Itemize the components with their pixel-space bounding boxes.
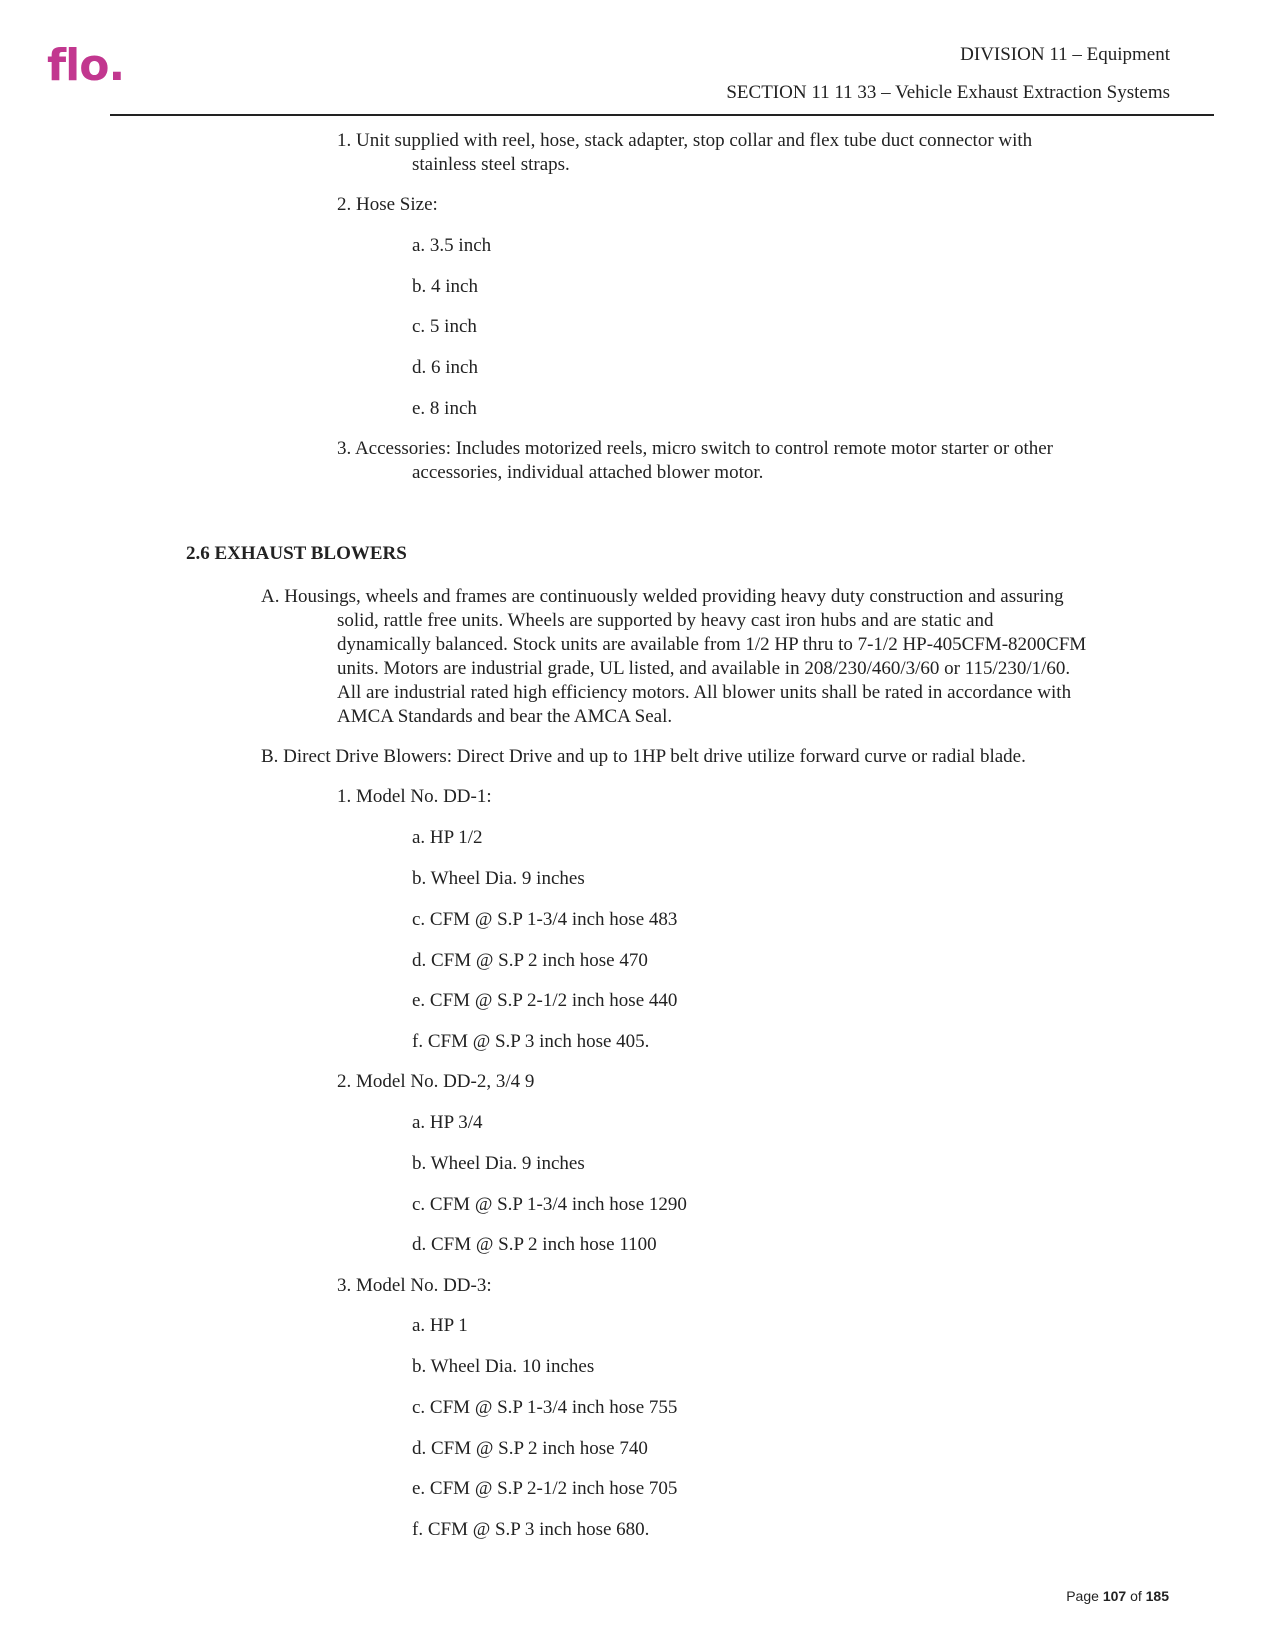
paragraph-a-line: units. Motors are industrial grade, UL listed, and available in 208/230/460/3/60 or 115/230/1/60.: [337, 658, 1071, 679]
model-title: 2. Model No. DD-2, 3/4 9: [337, 1071, 535, 1092]
paragraph-a-line: solid, rattle free units. Wheels are supported by heavy cast iron hubs and are static and: [337, 610, 994, 631]
spec-item: c. CFM @ S.P 1-3/4 inch hose 1290: [412, 1194, 687, 1215]
page-number: [1066, 1588, 1169, 1604]
spec-item: b. Wheel Dia. 9 inches: [412, 868, 585, 889]
list-item-cont: accessories, individual attached blower motor.: [412, 462, 764, 483]
paragraph-a-line: dynamically balanced. Stock units are available from 1/2 HP thru to 7-1/2 HP-405CFM-8200CFM: [337, 634, 1087, 655]
model-title: 1. Model No. DD-1:: [337, 786, 492, 807]
sub-item: e. 8 inch: [412, 398, 477, 419]
spec-item: f. CFM @ S.P 3 inch hose 405.: [412, 1031, 650, 1052]
paragraph-a-line: AMCA Standards and bear the AMCA Seal.: [337, 706, 673, 727]
spec-item: e. CFM @ S.P 2-1/2 inch hose 440: [412, 990, 678, 1011]
page-total: 185: [1145, 1588, 1169, 1604]
header-rule: [110, 114, 1214, 116]
spec-item: d. CFM @ S.P 2 inch hose 470: [412, 950, 648, 971]
spec-item: b. Wheel Dia. 9 inches: [412, 1153, 585, 1174]
spec-item: a. HP 1/2: [412, 827, 483, 848]
spec-item: c. CFM @ S.P 1-3/4 inch hose 483: [412, 909, 678, 930]
spec-item: b. Wheel Dia. 10 inches: [412, 1356, 595, 1377]
sub-item: c. 5 inch: [412, 316, 477, 337]
page-of-label: of: [1130, 1588, 1142, 1604]
section-heading: 2.6 EXHAUST BLOWERS: [186, 543, 407, 564]
spec-item: a. HP 3/4: [412, 1112, 483, 1133]
page-current: 107: [1102, 1588, 1127, 1604]
paragraph-a-line: All are industrial rated high efficiency motors. All blower units shall be rated in accordance with: [337, 682, 1072, 703]
list-item: 3. Accessories: Includes motorized reels, micro switch to control remote motor starter or other: [337, 438, 1053, 459]
paragraph-b: B. Direct Drive Blowers: Direct Drive and up to 1HP belt drive utilize forward curve or radial blade.: [261, 746, 1026, 767]
sub-item: b. 4 inch: [412, 276, 478, 297]
header-section: SECTION 11 11 33 – Vehicle Exhaust Extraction Systems: [726, 82, 1170, 103]
paragraph-a-line: A. Housings, wheels and frames are continuously welded providing heavy duty construction and assuring: [261, 586, 1064, 607]
spec-item: d. CFM @ S.P 2 inch hose 740: [412, 1438, 648, 1459]
spec-item: c. CFM @ S.P 1-3/4 inch hose 755: [412, 1397, 678, 1418]
list-item: 1. Unit supplied with reel, hose, stack adapter, stop collar and flex tube duct connector with: [337, 130, 1033, 151]
spec-item: e. CFM @ S.P 2-1/2 inch hose 705: [412, 1478, 678, 1499]
spec-item: a. HP 1: [412, 1315, 468, 1336]
list-item: 2. Hose Size:: [337, 194, 438, 215]
list-item-cont: stainless steel straps.: [412, 154, 570, 175]
flo-logo: flo.: [47, 40, 125, 91]
sub-item: d. 6 inch: [412, 357, 478, 378]
sub-item: a. 3.5 inch: [412, 235, 492, 256]
header-division: DIVISION 11 – Equipment: [960, 44, 1170, 65]
spec-item: f. CFM @ S.P 3 inch hose 680.: [412, 1519, 650, 1540]
page-label: Page: [1066, 1588, 1099, 1604]
spec-item: d. CFM @ S.P 2 inch hose 1100: [412, 1234, 657, 1255]
model-title: 3. Model No. DD-3:: [337, 1275, 492, 1296]
